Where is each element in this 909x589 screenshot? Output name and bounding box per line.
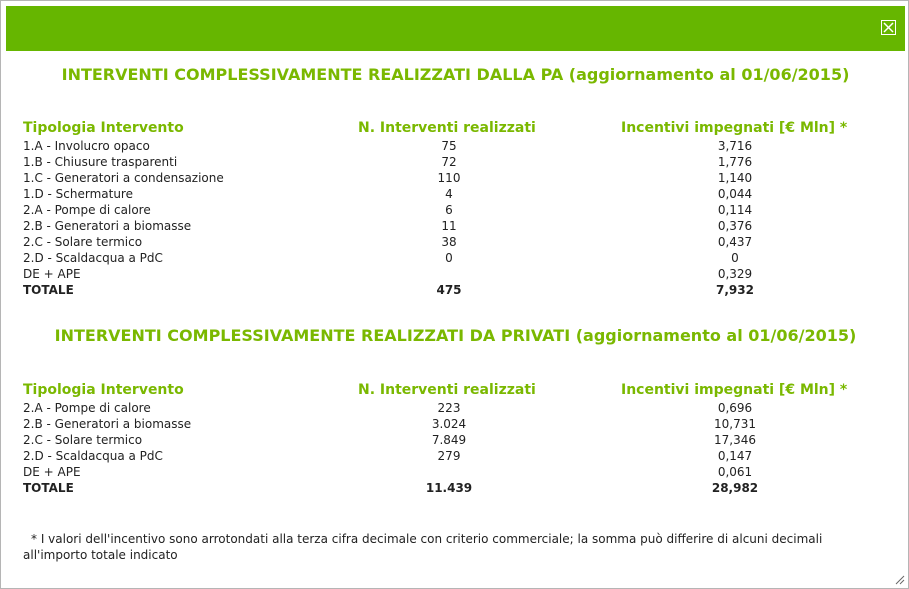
row-tipologia: 1.C - Generatori a condensazione (23, 171, 224, 185)
section-privati-title: INTERVENTI COMPLESSIVAMENTE REALIZZATI DA PRIVATI (aggiornamento al 01/06/2015) (54, 326, 857, 345)
row-tipologia: 2.A - Pompe di calore (23, 203, 151, 217)
row-tipologia: 2.D - Scaldacqua a PdC (23, 251, 163, 265)
row-n-interventi: 279 (437, 449, 461, 463)
col-header-tipologia: Tipologia Intervento (23, 382, 184, 398)
col-header-n-interventi: N. Interventi realizzati (358, 120, 536, 136)
row-n-interventi: 6 (445, 203, 453, 217)
row-tipologia: DE + APE (23, 465, 81, 479)
row-incentivi: 1,140 (717, 171, 753, 185)
row-n-interventi: 0 (445, 251, 453, 265)
dialog-titlebar[interactable] (6, 6, 905, 51)
row-tipologia: 1.A - Involucro opaco (23, 139, 150, 153)
row-tipologia: 2.B - Generatori a biomasse (23, 417, 192, 431)
total-label: TOTALE (23, 283, 74, 297)
row-tipologia: 2.D - Scaldacqua a PdC (23, 449, 163, 463)
col-header-incentivi: Incentivi impegnati [€ Mln] * (621, 382, 848, 398)
col-header-incentivi: Incentivi impegnati [€ Mln] * (621, 120, 848, 136)
footnote: * I valori dell'incentivo sono arrotondati alla terza cifra decimale con criterio commerciale; la somma può differire di alcuni decimali all'importo totale indicato (23, 532, 823, 562)
section-pa-title: INTERVENTI COMPLESSIVAMENTE REALIZZATI DALLA PA (aggiornamento al 01/06/2015) (61, 65, 850, 84)
row-tipologia: 1.D - Schermature (23, 187, 133, 201)
close-icon[interactable] (881, 20, 896, 35)
row-incentivi: 0,114 (717, 203, 753, 217)
total-n-interventi: 11.439 (425, 481, 473, 495)
row-tipologia: 2.A - Pompe di calore (23, 401, 151, 415)
row-n-interventi: 223 (437, 401, 461, 415)
row-incentivi: 0,061 (717, 465, 753, 479)
row-incentivi: 0,147 (717, 449, 753, 463)
total-label: TOTALE (23, 481, 74, 495)
row-n-interventi: 11 (441, 219, 457, 233)
row-incentivi: 0 (731, 251, 739, 265)
row-incentivi: 10,731 (714, 417, 756, 431)
row-n-interventi: 38 (441, 235, 457, 249)
total-incentivi: 7,932 (716, 283, 754, 297)
row-n-interventi: 4 (445, 187, 453, 201)
row-incentivi: 3,716 (717, 139, 753, 153)
col-header-tipologia: Tipologia Intervento (23, 120, 184, 136)
row-incentivi: 0,044 (717, 187, 753, 201)
row-n-interventi: 75 (441, 139, 457, 153)
total-n-interventi: 475 (436, 283, 462, 297)
row-tipologia: 2.C - Solare termico (23, 235, 143, 249)
row-incentivi: 0,437 (717, 235, 753, 249)
row-tipologia: 2.B - Generatori a biomasse (23, 219, 192, 233)
row-incentivi: 0,376 (717, 219, 753, 233)
row-n-interventi: 110 (437, 171, 461, 185)
row-incentivi: 17,346 (714, 433, 756, 447)
row-tipologia: 2.C - Solare termico (23, 433, 143, 447)
row-n-interventi: 3.024 (431, 417, 467, 431)
row-tipologia: 1.B - Chiusure trasparenti (23, 155, 178, 169)
row-incentivi: 1,776 (717, 155, 753, 169)
col-header-n-interventi: N. Interventi realizzati (358, 382, 536, 398)
total-incentivi: 28,982 (711, 481, 759, 495)
row-n-interventi: 7.849 (431, 433, 467, 447)
row-tipologia: DE + APE (23, 267, 81, 281)
row-n-interventi: 72 (441, 155, 457, 169)
row-incentivi: 0,696 (717, 401, 753, 415)
resize-grip-icon[interactable] (895, 575, 905, 585)
row-incentivi: 0,329 (717, 267, 753, 281)
